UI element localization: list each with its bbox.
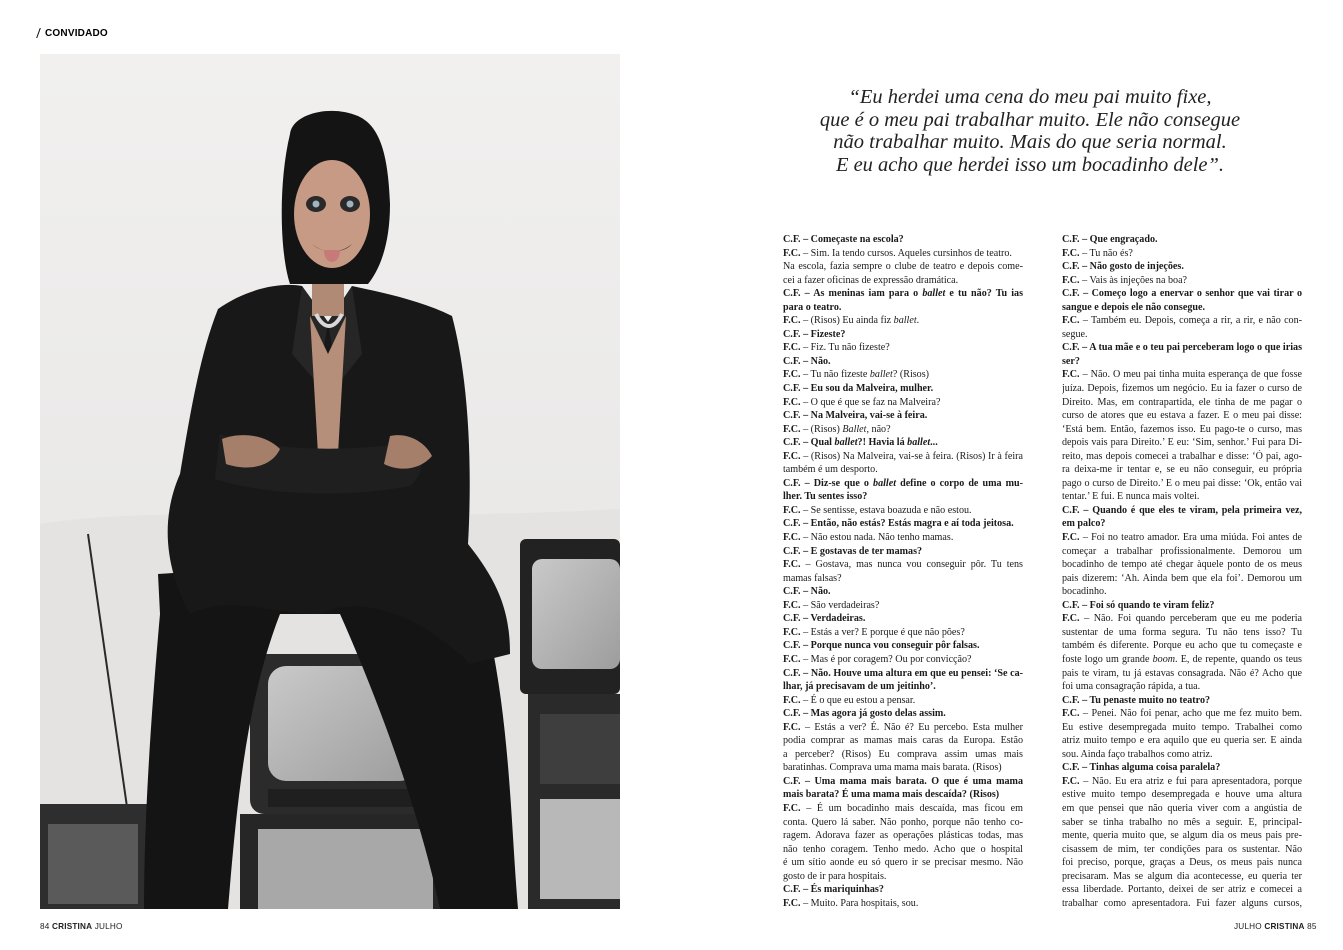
text-line <box>783 761 1023 775</box>
text-segment: C.F. – Tinhas alguma coisa paralela? <box>1062 762 1221 774</box>
text-line <box>783 843 1023 857</box>
text-segment: saber se tinha trabalho no mês a seguir. E, principal- <box>1062 816 1302 828</box>
text-segment: C.F. – Quando é que eles te viram, pela primeira vez, <box>1062 504 1302 516</box>
text-line <box>1062 870 1302 884</box>
text-segment: ballet <box>922 288 946 300</box>
text-segment: – Se sentisse, estava boazuda e não estou. <box>800 504 972 516</box>
text-segment: foi uma consagração rápida, a tua. <box>1062 681 1201 693</box>
text-segment: C.F. – Verdadeiras. <box>783 613 866 625</box>
text-line <box>1062 274 1302 288</box>
text-segment: – Também eu. Depois, começa a rir, a rir, e não con- <box>1079 315 1302 327</box>
text-segment: lher. Tu sentes isso? <box>783 491 868 503</box>
text-line <box>783 450 1023 464</box>
text-line <box>1062 775 1302 789</box>
text-line <box>783 274 1023 288</box>
text-segment: Direito. Mas, em contrapartida, ele tinha de me pagar o <box>1062 396 1302 408</box>
text-segment: – Foi no teatro amador. Era uma miúda. Foi antes de <box>1079 532 1302 544</box>
text-segment: C.F. – Qual <box>783 437 835 449</box>
text-line <box>783 517 1023 531</box>
text-segment: conta. Quero lá saber. Não ponho, porque não tenho co- <box>783 816 1023 828</box>
text-segment: – É o que eu estou a pensar. <box>800 694 916 706</box>
text-segment: depois vais para Direito.’ E eu: ‘Sim, senhor.’ Fui para Di- <box>1062 437 1302 449</box>
text-segment: C.F. – E gostavas de ter mamas? <box>783 545 923 557</box>
text-line <box>783 341 1023 355</box>
page-number: 84 <box>40 922 50 931</box>
text-line <box>783 531 1023 545</box>
text-line <box>1062 301 1302 315</box>
text-line <box>1062 843 1302 857</box>
text-line <box>783 667 1023 681</box>
text-line <box>783 707 1023 721</box>
text-line <box>783 328 1023 342</box>
text-segment: C.F. – Não. <box>783 586 831 598</box>
text-segment: – Fiz. Tu não fizeste? <box>800 342 890 354</box>
text-segment: – Não. Eu era atriz e fui para apresentadora, porque <box>1079 775 1302 787</box>
text-segment: F.C. <box>1062 775 1080 787</box>
text-line <box>783 653 1023 667</box>
text-segment: sou. Ainda faço trabalhos como atriz. <box>1062 748 1213 760</box>
text-line <box>1062 450 1302 464</box>
text-segment: F.C. <box>783 423 801 435</box>
section-label: CONVIDADO <box>45 28 108 39</box>
text-segment: C.F. – Fizeste? <box>783 328 846 340</box>
text-segment: – (Risos) Na Malveira, vai-se à feira. (Risos) Ir à feira <box>800 450 1023 462</box>
text-segment: ragem. Adorava fazer as operações plásticas todas, mas <box>783 830 1023 842</box>
text-segment: curso de atores que eu estava a fazer. E o meu pai disse: <box>1062 410 1302 422</box>
text-segment: – Tu não és? <box>1079 247 1133 259</box>
text-segment: F.C. <box>783 897 801 909</box>
interview-column-left <box>783 233 1023 910</box>
pull-quote-line: que é o meu pai trabalhar muito. Ele não consegue <box>819 108 1241 131</box>
text-segment: a perceber? (Risos) Eu comprava assim umas mais <box>783 748 1023 760</box>
text-segment: é um sítio aonde eu só quero ir se precisar mesmo. Não <box>783 857 1023 869</box>
text-line <box>1062 639 1302 653</box>
text-segment: F.C. <box>783 626 801 638</box>
text-segment: sangue e depois ele não consegue. <box>1062 301 1205 313</box>
text-line <box>783 463 1023 477</box>
text-line <box>1062 368 1302 382</box>
folio-left <box>40 922 123 931</box>
text-line <box>783 436 1023 450</box>
text-segment: ... <box>930 437 938 449</box>
text-segment: precisaram. Mas se algum dia acontecesse, eu queria ter <box>1062 870 1302 882</box>
text-segment: atriz muito tempo e era aquilo que eu queria ser. E ainda <box>1062 735 1302 747</box>
text-line <box>1062 707 1302 721</box>
text-segment: F.C. <box>783 653 801 665</box>
magazine-name: CRISTINA <box>1264 922 1305 931</box>
text-segment: F.C. <box>1062 369 1080 381</box>
text-line <box>783 355 1023 369</box>
text-segment: – (Risos) Eu ainda fiz <box>800 315 894 327</box>
text-segment: sustentar de uma forma segura. Tu não tens isso? Tu <box>1062 626 1302 638</box>
text-segment: – Mas é por coragem? Ou por convicção? <box>800 653 972 665</box>
text-line <box>1062 599 1302 613</box>
text-line <box>783 788 1023 802</box>
text-line <box>1062 314 1302 328</box>
text-segment: cisassem de mim, ter condições para os sustentar. Não <box>1062 843 1302 855</box>
text-segment: tentar.’ E fui. E nunca mais voltei. <box>1062 491 1200 503</box>
text-segment: pago o curso de Direito.’ E o meu pai disse: ‘Ok, então vai <box>1062 477 1302 489</box>
text-line <box>783 396 1023 410</box>
text-segment: C.F. – Não gosto de injeções. <box>1062 261 1184 273</box>
issue-month: JULHO <box>1234 922 1262 931</box>
text-segment: C.F. – Então, não estás? Estás magra e aí toda jeitosa. <box>783 518 1014 530</box>
text-line <box>1062 355 1302 369</box>
text-line <box>783 612 1023 626</box>
text-line <box>1062 585 1302 599</box>
text-segment: C.F. – Tu penaste muito no teatro? <box>1062 694 1211 706</box>
text-segment: juíza. Depois, fizemos um negócio. Eu ia fazer o curso de <box>1062 383 1302 395</box>
text-line <box>1062 233 1302 247</box>
text-line <box>783 694 1023 708</box>
text-segment: C.F. – És mariquinhas? <box>783 884 884 896</box>
text-segment: gosto de ir para hospitais. <box>783 870 887 882</box>
text-line <box>1062 897 1302 911</box>
text-line <box>783 368 1023 382</box>
text-line <box>1062 517 1302 531</box>
text-segment: F.C. <box>783 396 801 408</box>
text-segment: C.F. – Não. Houve uma altura em que eu pensei: ‘Se ca- <box>783 667 1023 679</box>
text-segment: baratinhas. Comprava uma mama mais barata. (Risos) <box>783 762 1002 774</box>
text-line <box>1062 626 1302 640</box>
text-segment: foi preciso, porque, graças a Deus, os meus pais nunca <box>1062 857 1302 869</box>
text-line <box>783 233 1023 247</box>
text-segment: – São verdadeiras? <box>800 599 880 611</box>
text-line <box>783 897 1023 911</box>
text-segment: essa liberdade. Portanto, deixei de ser atriz e comecei a <box>1062 884 1302 896</box>
text-segment: C.F. – Que engraçado. <box>1062 234 1158 245</box>
text-line <box>1062 788 1302 802</box>
text-segment: ? (Risos) <box>892 369 930 381</box>
text-line <box>783 558 1023 572</box>
text-segment: mente, queria muito que, se algum dia os meus pais pre- <box>1062 830 1302 842</box>
text-line <box>783 734 1023 748</box>
text-segment: F.C. <box>783 450 801 462</box>
text-line <box>783 883 1023 897</box>
text-segment: F.C. <box>1062 247 1080 259</box>
text-line <box>783 382 1023 396</box>
text-segment: F.C. <box>1062 613 1080 625</box>
text-segment: ballet <box>869 369 893 381</box>
text-segment: F.C. <box>783 369 801 381</box>
text-segment: C.F. – Eu sou da Malveira, mulher. <box>783 383 934 395</box>
text-segment: F.C. <box>783 342 801 354</box>
text-segment: – Vais às injeções na boa? <box>1079 274 1188 286</box>
pull-quote-line: não trabalhar muito. Mais do que seria normal. <box>833 131 1227 153</box>
text-segment: C.F. – A tua mãe e o teu pai perceberam logo o que irias <box>1062 342 1302 354</box>
issue-month: JULHO <box>94 922 123 931</box>
text-line <box>1062 287 1302 301</box>
text-segment: ‘Está bem. Então, fazemos isso. Eu pago-te o curso, mas <box>1062 423 1302 435</box>
text-segment: começar a trabalhar profissionalmente. Demorou um <box>1062 545 1302 557</box>
text-segment: ballet <box>873 477 897 489</box>
text-segment: – Gostava, mas nunca vou conseguir pôr. Tu tens <box>800 559 1023 571</box>
text-line <box>783 477 1023 491</box>
text-segment: cei a fazer oficinas de expressão dramática. <box>783 274 959 286</box>
text-line <box>1062 504 1302 518</box>
text-line <box>1062 802 1302 816</box>
text-line <box>1062 694 1302 708</box>
text-segment: F.C. <box>783 721 801 733</box>
text-line <box>783 247 1023 261</box>
magazine-name: CRISTINA <box>52 922 93 931</box>
text-line <box>783 585 1023 599</box>
text-segment: também és diferente. Porque eu acho que tu começaste e <box>1062 640 1302 652</box>
text-line <box>783 680 1023 694</box>
text-segment: Eu estive desempregada muito tempo. Trabalhei como <box>1062 721 1302 733</box>
text-line <box>1062 761 1302 775</box>
text-line <box>783 829 1023 843</box>
text-line <box>783 490 1023 504</box>
text-line <box>783 626 1023 640</box>
text-segment: F.C. <box>1062 274 1080 286</box>
text-segment: F.C. <box>783 599 801 611</box>
text-line <box>1062 545 1302 559</box>
text-segment: ?! Havia lá <box>857 437 908 449</box>
text-segment: foste logo um grande <box>1062 653 1153 665</box>
text-segment: – É um bocadinho mais descaída, mas ficou em <box>800 802 1023 814</box>
text-segment: pais dizerem: ‘Ah. Ainda bem que ela foi’. Demorou um <box>1062 572 1302 584</box>
text-segment: – Não. O meu pai tinha muita esperança de que fosse <box>1079 369 1302 381</box>
interview-column-right <box>1062 233 1302 910</box>
text-segment: C.F. – As meninas iam para o <box>783 288 923 300</box>
text-segment: reito, mas depois comecei a trabalhar e disse: ‘Ó pai, ago- <box>1062 450 1302 462</box>
text-line <box>1062 396 1302 410</box>
text-segment: F.C. <box>783 559 801 571</box>
text-segment: C.F. – Começaste na escola? <box>783 234 904 245</box>
text-line <box>783 748 1023 762</box>
text-line <box>783 423 1023 437</box>
text-line <box>1062 680 1302 694</box>
text-segment: F.C. <box>783 315 801 327</box>
text-line <box>1062 423 1302 437</box>
text-segment: F.C. <box>783 694 801 706</box>
portrait-photo <box>40 54 620 909</box>
text-line <box>1062 341 1302 355</box>
text-segment: . E, de repente, quando os teus <box>1175 653 1302 665</box>
text-segment: estive muito tempo desempregada e houve uma altura <box>1062 789 1302 801</box>
text-segment: ser? <box>1062 355 1080 367</box>
text-line <box>783 856 1023 870</box>
text-segment: F.C. <box>783 247 801 259</box>
text-line <box>783 287 1023 301</box>
text-line <box>1062 748 1302 762</box>
text-line <box>1062 328 1302 342</box>
text-line <box>783 599 1023 613</box>
text-line <box>1062 463 1302 477</box>
text-segment: Ballet <box>842 423 867 435</box>
text-line <box>783 409 1023 423</box>
text-line <box>1062 247 1302 261</box>
text-segment: C.F. – Na Malveira, vai-se à feira. <box>783 410 928 422</box>
pull-quote-line: E eu acho que herdei isso um bocadinho dele”. <box>835 153 1225 176</box>
text-segment: – Estás a ver? É. Não é? Eu percebo. Esta mulher <box>800 721 1023 733</box>
text-segment: também é um desporto. <box>783 464 878 476</box>
text-segment: segue. <box>1062 328 1088 340</box>
text-segment: – (Risos) <box>800 423 843 435</box>
text-segment: boom <box>1152 653 1176 665</box>
text-line <box>1062 260 1302 274</box>
text-segment: – Penei. Não foi penar, acho que me fez muito bem. <box>1079 708 1302 720</box>
text-segment: – Não. Foi quando perceberam que eu me poderia <box>1079 613 1302 625</box>
text-segment: F.C. <box>1062 315 1080 327</box>
text-line <box>1062 382 1302 396</box>
text-segment: C.F. – Porque nunca vou conseguir pôr falsas. <box>783 640 980 652</box>
text-line <box>1062 477 1302 491</box>
text-line <box>1062 612 1302 626</box>
text-segment: – Muito. Para hospitais, sou. <box>800 897 919 909</box>
text-line <box>783 260 1023 274</box>
text-line <box>783 639 1023 653</box>
text-segment: C.F. – Mas agora já gosto delas assim. <box>783 708 946 720</box>
text-line <box>1062 436 1302 450</box>
text-line <box>783 545 1023 559</box>
text-segment: C.F. – Foi só quando te viram feliz? <box>1062 599 1215 611</box>
text-line <box>1062 572 1302 586</box>
text-segment: em palco? <box>1062 518 1106 530</box>
text-segment: – O que é que se faz na Malveira? <box>800 396 941 408</box>
text-segment: – Sim. Ia tendo cursos. Aqueles cursinhos de teatro. <box>800 247 1012 259</box>
text-segment: – Não estou nada. Não tenho mamas. <box>800 532 954 544</box>
text-line <box>783 504 1023 518</box>
text-segment: – Estás a ver? E porque é que não pões? <box>800 626 965 638</box>
text-segment: podia comprar as mamas mais caras da Europa. Estão <box>783 735 1023 747</box>
text-line <box>783 816 1023 830</box>
text-line <box>783 314 1023 328</box>
text-line <box>783 870 1023 884</box>
page-number: 85 <box>1307 922 1317 931</box>
pull-quote-line: “Eu herdei uma cena do meu pai muito fixe, <box>848 86 1212 108</box>
text-line <box>1062 490 1302 504</box>
text-line <box>1062 829 1302 843</box>
text-segment: bocadinho de tempo até chegar àquele ponto de os meus <box>1062 559 1302 571</box>
text-segment: F.C. <box>783 504 801 516</box>
text-line <box>783 775 1023 789</box>
text-segment: . <box>916 315 920 327</box>
text-line <box>1062 734 1302 748</box>
text-segment: C.F. – Uma mama mais barata. O que é uma mama <box>783 775 1023 787</box>
text-segment: pais te viram, tu já estavas consagrada. Não é? Acho que <box>1062 667 1302 679</box>
text-segment: C.F. – Diz-se que o <box>783 477 874 489</box>
text-line <box>783 301 1023 315</box>
text-segment: F.C. <box>783 532 801 544</box>
text-segment: , não? <box>866 423 891 435</box>
text-line <box>1062 558 1302 572</box>
text-line <box>1062 653 1302 667</box>
text-segment: em que pensei que não queria viver com a angústia de <box>1062 802 1302 814</box>
text-segment: lhar, já precisavam de um jeitinho’. <box>783 681 936 693</box>
text-segment: não tenho coragem. Tenho medo. Acho que o hospital <box>783 843 1023 855</box>
text-segment: trabalhar como apresentadora. Fui fazer alguns cursos, <box>1062 897 1302 909</box>
text-segment: bocadinho. <box>1062 586 1107 598</box>
text-segment: Na escola, fazia sempre o clube de teatro e depois come- <box>783 261 1023 273</box>
text-line <box>1062 531 1302 545</box>
text-segment: ballet <box>907 437 931 449</box>
folio-right <box>1234 922 1317 931</box>
text-segment: F.C. <box>783 802 801 814</box>
text-line <box>1062 883 1302 897</box>
text-segment: F.C. <box>1062 708 1080 720</box>
text-segment: ballet <box>834 437 858 449</box>
text-line <box>783 721 1023 735</box>
text-segment: ballet <box>893 315 917 327</box>
section-tag <box>38 28 108 39</box>
text-line <box>1062 816 1302 830</box>
text-segment: para o teatro. <box>783 301 842 313</box>
text-line <box>783 572 1023 586</box>
text-segment: C.F. – Não. <box>783 355 831 367</box>
text-segment: e tu não? Tu ias <box>945 288 1023 300</box>
text-segment: mais barata? É uma mama mais descaída? (Risos) <box>783 789 1000 801</box>
text-line <box>1062 409 1302 423</box>
text-segment: – Tu não fizeste <box>800 369 870 381</box>
text-line <box>783 802 1023 816</box>
text-segment: C.F. – Começo logo a enervar o senhor que vai tirar o <box>1062 288 1302 300</box>
text-line <box>1062 667 1302 681</box>
text-line <box>1062 856 1302 870</box>
text-line <box>1062 721 1302 735</box>
text-segment: F.C. <box>1062 532 1080 544</box>
text-segment: define o corpo de uma mu- <box>896 477 1023 489</box>
pull-quote <box>780 86 1280 176</box>
text-segment: mamas falsas? <box>783 572 842 584</box>
text-segment: ra deixa-me ir tentar e, se eu não conseguir, eu própria <box>1062 464 1302 476</box>
